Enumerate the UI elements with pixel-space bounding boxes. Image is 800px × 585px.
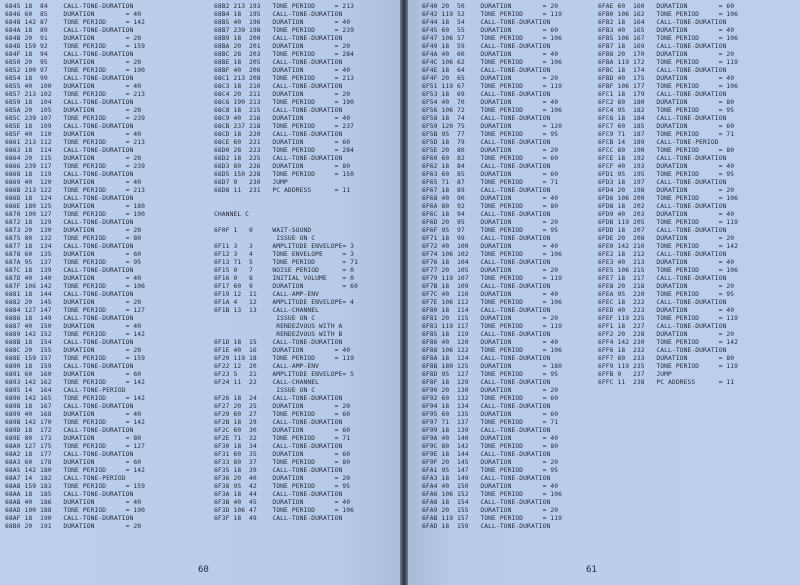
listing-line: 6FD4 20 198 DURATION = 20 <box>598 187 735 194</box>
listing-line: 6F12 3 4 TONE ENVELOPE = 3 <box>214 251 355 258</box>
listing-line: 6F2C 60 30 DURATION = 60 <box>214 427 351 434</box>
listing-line: 68CB 237 218 TONE PERIOD = 237 <box>214 123 355 130</box>
listing-line: 6F1E 40 16 DURATION = 40 <box>214 347 351 354</box>
listing-line: 6F62 18 84 CALL-TONE-DURATION <box>422 163 551 170</box>
listing-line: 68A2 18 177 CALL-TONE-DURATION <box>5 451 134 458</box>
listing-line: 6F71 18 99 CALL-TONE-DURATION <box>422 235 551 242</box>
listing-line: 6FEF 119 225 TONE PERIOD = 119 <box>598 315 739 322</box>
listing-line: 6FD9 40 203 DURATION = 40 <box>598 211 735 218</box>
listing-line: 6FAB 119 157 TONE PERIOD = 119 <box>422 515 563 522</box>
listing-line: 6877 18 134 CALL-TONE-DURATION <box>5 243 134 250</box>
listing-line: 6F1D 18 15 CALL-TONE-DURATION <box>214 339 343 346</box>
listing-line: RENDEZVOUS WITH A <box>214 323 343 330</box>
listing-line: 686B 213 122 TONE PERIOD = 213 <box>5 187 146 194</box>
listing-line: 6F11 3 3 AMPLITUDE ENVELOPE= 3 <box>214 243 355 250</box>
listing-line: 684B 20 91 DURATION = 20 <box>5 35 142 42</box>
listing-line: 6F13 71 5 TONE PERIOD = 71 <box>214 259 358 266</box>
listing-line: 6FB8 20 170 DURATION = 20 <box>598 51 735 58</box>
listing-line: 6F3B 40 45 DURATION = 40 <box>214 499 351 506</box>
listing-line: 6F47 106 57 TONE PERIOD = 106 <box>422 35 563 42</box>
listing-line: 6F90 20 130 DURATION = 20 <box>422 387 559 394</box>
listing-line: 6F45 60 55 DURATION = 60 <box>422 27 559 34</box>
listing-line: 68D8 11 231 PC ADDRESS = 11 <box>214 187 351 194</box>
listing-line: 68AA 18 185 CALL-TONE-DURATION <box>5 491 134 498</box>
listing-line: 6FCE 18 192 CALL-TONE-DURATION <box>598 155 727 162</box>
listing-line: 6FB5 106 167 TONE PERIOD = 106 <box>598 35 739 42</box>
listing-line: 6FAD 18 159 CALL-TONE-DURATION <box>422 523 551 530</box>
listing-line: 6F94 18 134 CALL-TONE-DURATION <box>422 403 551 410</box>
listing-line: 6F9A 40 140 DURATION = 40 <box>422 435 559 442</box>
listing-line: 688C 20 155 DURATION = 20 <box>5 347 142 354</box>
listing-line: 6F49 18 59 CALL-TONE-DURATION <box>422 43 551 50</box>
listing-line: 6855 40 100 DURATION = 40 <box>5 83 142 90</box>
listing-line: 6F88 106 122 TONE PERIOD = 106 <box>422 347 563 354</box>
listing-line: 6887 40 150 DURATION = 40 <box>5 323 142 330</box>
listing-line: 6F92 60 132 TONE PERIOD = 60 <box>422 395 559 402</box>
listing-line: 6F97 71 137 TONE PERIOD = 71 <box>422 419 559 426</box>
listing-line: 6F7B 18 109 CALL-TONE-DURATION <box>422 283 551 290</box>
listing-line: 6F7E 106 112 TONE PERIOD = 106 <box>422 299 563 306</box>
listing-line: 6F60 60 82 TONE PERIOD = 60 <box>422 155 559 162</box>
listing-line: 6F53 18 69 CALL-TONE-DURATION <box>422 91 551 98</box>
listing-line: 6F4F 20 65 DURATION = 20 <box>422 75 559 82</box>
listing-line: 6895 14 164 CALL-TONE-PERIOD <box>5 387 126 394</box>
listing-line: 6F30 18 34 CALL-TONE-DURATION <box>214 443 343 450</box>
listing-line: 68C8 18 215 CALL-TONE-DURATION <box>214 107 343 114</box>
listing-line: 6F2B 18 29 CALL-TONE-DURATION <box>214 419 343 426</box>
listing-line: 6F9E 18 144 CALL-TONE-DURATION <box>422 451 551 458</box>
listing-line: 6866 239 117 TONE PERIOD = 239 <box>5 163 146 170</box>
listing-line: 688E 159 157 TONE PERIOD = 159 <box>5 355 146 362</box>
listing-line: 6F76 18 104 CALL-TONE-DURATION <box>422 259 551 266</box>
listing-line: 6863 18 114 CALL-TONE-DURATION <box>5 147 134 154</box>
listing-line: 6FF7 80 233 DURATION = 80 <box>598 355 735 362</box>
book-gutter <box>400 0 408 585</box>
listing-line: 6F8B 180 125 DURATION = 180 <box>422 363 563 370</box>
listing-line: 6F3D 106 47 TONE PERIOD = 106 <box>214 507 355 514</box>
listing-line: 68C4 20 211 DURATION = 20 <box>214 91 351 98</box>
listing-line: 68B7 239 198 TONE PERIOD = 239 <box>214 27 355 34</box>
listing-line: 6878 60 135 DURATION = 60 <box>5 251 142 258</box>
listing-line: 68BE 18 205 CALL-TONE-DURATION <box>214 59 343 66</box>
listing-line: 68A5 142 180 TONE PERIOD = 142 <box>5 467 146 474</box>
listing-line: 6FE8 20 218 DURATION = 20 <box>598 283 735 290</box>
listing-line: 6896 142 165 TONE PERIOD = 142 <box>5 395 146 402</box>
listing-line: 68D3 80 226 DURATION = 80 <box>214 163 351 170</box>
listing-line: 6FB3 40 165 DURATION = 40 <box>598 27 735 34</box>
listing-line: RENDEZVOUS WITH B <box>214 331 343 338</box>
listing-line: 6F19 12 11 CALL-AMP-ENV <box>214 291 320 298</box>
listing-line: 688B 18 154 CALL-TONE-DURATION <box>5 339 134 346</box>
listing-line: 68C1 213 208 TONE PERIOD = 213 <box>214 75 355 82</box>
listing-line: 6F58 18 74 CALL-TONE-DURATION <box>422 115 551 122</box>
page-number: 60 <box>198 565 209 575</box>
listing-line: 6F16 0 8 INITIAL VOLUME = 0 <box>214 275 355 282</box>
listing-line: 687A 95 137 TONE PERIOD = 95 <box>5 259 142 266</box>
listing-line: 68B0 20 191 DURATION = 20 <box>5 523 142 530</box>
right-page <box>408 0 800 585</box>
listing-line: ISSUE ON C <box>214 235 316 242</box>
listing-line: 687F 106 142 TONE PERIOD = 106 <box>5 283 146 290</box>
listing-line: 6F35 18 39 CALL-TONE-DURATION <box>214 467 343 474</box>
listing-line: 689B 142 170 TONE PERIOD = 142 <box>5 419 146 426</box>
listing-line: 6FC7 60 185 DURATION = 60 <box>598 123 735 130</box>
listing-line: 6884 127 147 TONE PERIOD = 127 <box>5 307 146 314</box>
listing-line: 689E 80 173 DURATION = 80 <box>5 435 142 442</box>
listing-line: 6FEA 95 220 TONE PERIOD = 95 <box>598 291 735 298</box>
listing-line: 6852 190 97 TONE PERIOD = 190 <box>5 67 146 74</box>
listing-line: 6FE0 142 210 TONE PERIOD = 142 <box>598 243 739 250</box>
listing-line: 6F17 60 9 DURATION = 60 <box>214 283 358 290</box>
listing-line: 6FF4 142 230 TONE PERIOD = 142 <box>598 339 739 346</box>
listing-line: 6846 60 85 DURATION = 40 <box>5 11 142 18</box>
listing-line: 686E 180 125 DURATION = 180 <box>5 203 146 210</box>
listing-line: 6FDD 18 207 CALL-TONE-DURATION <box>598 227 727 234</box>
listing-line: 6FD1 95 195 TONE PERIOD = 95 <box>598 171 735 178</box>
listing-line: 6869 40 120 DURATION = 40 <box>5 179 142 186</box>
listing-line: 6FE3 40 213 DURATION = 40 <box>598 259 735 266</box>
listing-line: 6FBD 40 175 DURATION = 40 <box>598 75 735 82</box>
listing-line: 6FF2 20 228 DURATION = 20 <box>598 331 735 338</box>
listing-line: 6875 80 132 TONE PERIOD = 80 <box>5 235 142 242</box>
listing-line: 6F59 120 75 DURATION = 120 <box>422 123 563 130</box>
listing-line: 6F85 18 119 CALL-TONE-DURATION <box>422 331 551 338</box>
listing-line: 6F9F 20 145 DURATION = 20 <box>422 459 559 466</box>
listing-line: 6891 60 160 DURATION = 60 <box>5 371 142 378</box>
listing-line: 6FE2 18 212 CALL-TONE-DURATION <box>598 251 727 258</box>
listing-line: 6F74 106 102 TONE PERIOD = 106 <box>422 251 563 258</box>
listing-line: 6FD3 18 197 CALL-TONE-DURATION <box>598 179 727 186</box>
listing-line: 684D 159 92 TONE PERIOD = 159 <box>5 43 146 50</box>
listing-line: 6FBC 18 174 CALL-TONE-DURATION <box>598 67 727 74</box>
listing-line: 6F56 106 72 TONE PERIOD = 106 <box>422 107 563 114</box>
listing-line: 6F99 18 139 CALL-TONE-DURATION <box>422 427 551 434</box>
listing-line: 6F5E 20 80 DURATION = 20 <box>422 147 559 154</box>
listing-line: 6F4A 40 60 DURATION = 40 <box>422 51 559 58</box>
listing-line: 6F5D 18 79 CALL-TONE-DURATION <box>422 139 551 146</box>
listing-line: 68BC 28 203 TONE PERIOD = 284 <box>214 51 355 58</box>
listing-line: 684A 18 89 CALL-TONE-DURATION <box>5 27 134 34</box>
listing-line: 6F15 0 7 NOISE PERIOD = 0 <box>214 267 355 274</box>
listing-line: 6FAE 60 160 DURATION = 60 <box>598 3 735 10</box>
listing-line: 6854 18 99 CALL-TONE-DURATION <box>5 75 134 82</box>
listing-line: 68D7 9 230 JUMP <box>214 179 288 186</box>
listing-line: 6FFB 9 237 JUMP <box>598 371 672 378</box>
listing-line: 6859 18 104 CALL-TONE-DURATION <box>5 99 134 106</box>
listing-line: 6FDB 119 205 TONE PERIOD = 119 <box>598 219 739 226</box>
listing-line: 686D 18 124 CALL-TONE-DURATION <box>5 195 134 202</box>
listing-line: 6868 18 119 CALL-TONE-DURATION <box>5 171 134 178</box>
listing-line: 6F23 5 21 AMPLITUDE ENVELOPE= 5 <box>214 371 355 378</box>
listing-line: 6F42 119 52 TONE PERIOD = 119 <box>422 11 563 18</box>
listing-line: 6F9C 80 142 TONE PERIOD = 80 <box>422 443 559 450</box>
listing-line: 68C3 18 210 CALL-TONE-DURATION <box>214 83 343 90</box>
listing-line: 68B9 18 200 CALL-TONE-DURATION <box>214 35 343 42</box>
listing-line: 68CD 18 220 CALL-TONE-DURATION <box>214 131 343 138</box>
listing-line: 68A8 159 183 TONE PERIOD = 159 <box>5 483 146 490</box>
listing-line: 6FC6 18 184 CALL-TONE-DURATION <box>598 115 727 122</box>
listing-line: 6881 18 144 CALL-TONE-DURATION <box>5 291 134 298</box>
listing-line: 6F31 60 35 DURATION = 60 <box>214 451 351 458</box>
listing-line: 68BA 20 201 DURATION = 20 <box>214 43 351 50</box>
listing-line: 6F72 40 100 DURATION = 40 <box>422 243 559 250</box>
listing-line: 6F83 119 117 TONE PERIOD = 119 <box>422 323 563 330</box>
listing-line: 6FA4 40 150 DURATION = 40 <box>422 483 559 490</box>
listing-line: 6F8D 95 127 TONE PERIOD = 95 <box>422 371 559 378</box>
page-number: 61 <box>586 565 597 575</box>
listing-line: 685A 20 105 DURATION = 20 <box>5 107 142 114</box>
listing-line: 6F86 40 120 DURATION = 40 <box>422 339 559 346</box>
listing-line: 6FF9 119 235 TONE PERIOD = 119 <box>598 363 739 370</box>
listing-line: 6F38 95 42 TONE PERIOD = 95 <box>214 483 351 490</box>
listing-line: 68B2 213 193 TONE PERIOD = 213 <box>214 3 355 10</box>
listing-line: ISSUE ON C <box>214 315 316 322</box>
listing-line: 6F1A 4 12 AMPLITUDE ENVELOPE= 4 <box>214 299 355 306</box>
listing-line: 6FD6 106 200 TONE PERIOD = 106 <box>598 195 739 202</box>
listing-line: 6FC2 80 180 DURATION = 80 <box>598 99 735 106</box>
listing-line: 6898 18 167 CALL-TONE-DURATION <box>5 403 134 410</box>
listing-line: 6F8F 18 129 CALL-TONE-DURATION <box>422 379 551 386</box>
listing-line: 6848 142 87 TONE PERIOD = 142 <box>5 19 146 26</box>
listing-line: 6886 18 149 CALL-TONE-DURATION <box>5 315 134 322</box>
listing-line: 6899 40 168 DURATION = 40 <box>5 411 142 418</box>
listing-line: 6FE5 106 215 TONE PERIOD = 106 <box>598 267 739 274</box>
listing-line: 6FDE 20 208 DURATION = 20 <box>598 235 735 242</box>
listing-line: 6FA6 106 152 TONE PERIOD = 106 <box>422 491 563 498</box>
listing-line: 6FEC 18 222 CALL-TONE-DURATION <box>598 299 727 306</box>
listing-line: 6F67 18 89 CALL-TONE-DURATION <box>422 187 551 194</box>
listing-line: 68C6 190 213 TONE PERIOD = 190 <box>214 99 355 106</box>
listing-line: 68A7 14 182 CALL-TONE-PERIOD <box>5 475 126 482</box>
listing-line: 68D0 28 223 TONE PERIOD = 284 <box>214 147 355 154</box>
listing-line: 6FB7 18 169 CALL-TONE-DURATION <box>598 43 727 50</box>
listing-line: 68C9 40 216 DURATION = 40 <box>214 115 351 122</box>
listing-line: 6861 213 112 TONE PERIOD = 213 <box>5 139 146 146</box>
listing-line: 6F6C 18 94 CALL-TONE-DURATION <box>422 211 551 218</box>
listing-line: 68A3 60 178 DURATION = 60 <box>5 459 142 466</box>
listing-line: 6F1B 13 13 CALL-CHANNEL <box>214 307 320 314</box>
listing-line: 6F77 20 105 DURATION = 20 <box>422 267 559 274</box>
listing-line: 6F24 11 22 CALL-CHANNEL <box>214 379 320 386</box>
listing-line: 6F80 18 114 CALL-TONE-DURATION <box>422 307 551 314</box>
listing-line: 6FF6 18 232 CALL-TONE-DURATION <box>598 347 727 354</box>
listing-line: 6F51 119 67 TONE PERIOD = 119 <box>422 83 563 90</box>
listing-line: 6882 20 145 DURATION = 20 <box>5 299 142 306</box>
listing-line: 6893 142 162 TONE PERIOD = 142 <box>5 379 146 386</box>
listing-line: 6F54 40 70 DURATION = 40 <box>422 99 559 106</box>
listing-line: 6F79 119 107 TONE PERIOD = 119 <box>422 275 563 282</box>
listing-line: 6FBF 106 177 TONE PERIOD = 106 <box>598 83 739 90</box>
listing-line: 68A0 127 175 TONE PERIOD = 127 <box>5 443 146 450</box>
listing-line: 6F65 71 87 TONE PERIOD = 71 <box>422 179 559 186</box>
listing-line: CHANNEL C <box>214 211 250 218</box>
listing-line: 6FB0 106 162 TONE PERIOD = 106 <box>598 11 739 18</box>
listing-line: 6F3A 18 44 CALL-TONE-DURATION <box>214 491 343 498</box>
listing-line: ISSUE ON C <box>214 387 316 394</box>
listing-line: 68B5 40 196 DURATION = 40 <box>214 19 351 26</box>
listing-line: 6F81 20 115 DURATION = 20 <box>422 315 559 322</box>
listing-line: 68D2 18 225 CALL-TONE-DURATION <box>214 155 343 162</box>
listing-line: 6F7C 40 110 DURATION = 40 <box>422 291 559 298</box>
listing-line: 6889 142 152 TONE PERIOD = 142 <box>5 331 146 338</box>
listing-line: 6864 20 115 DURATION = 20 <box>5 155 142 162</box>
listing-line: 6FF1 18 227 CALL-TONE-DURATION <box>598 323 727 330</box>
listing-line: 6FE7 18 217 CALL-TONE-DURATION <box>598 275 727 282</box>
listing-line: 6F26 18 24 CALL-TONE-DURATION <box>214 395 343 402</box>
listing-line: 685C 239 107 TONE PERIOD = 239 <box>5 115 146 122</box>
listing-line: 6FFC 11 238 PC ADDRESS = 11 <box>598 379 735 386</box>
listing-line: 689D 18 172 CALL-TONE-DURATION <box>5 427 134 434</box>
listing-line: 68AF 18 190 CALL-TONE-DURATION <box>5 515 134 522</box>
listing-line: 6873 20 130 DURATION = 20 <box>5 227 142 234</box>
listing-line: 6F5B 95 77 TONE PERIOD = 95 <box>422 131 559 138</box>
listing-line: 6F6F 95 97 TONE PERIOD = 95 <box>422 227 559 234</box>
listing-line: 6FCB 14 189 CALL-TONE-PERIOD <box>598 139 719 146</box>
listing-line: 684F 18 94 CALL-TONE-DURATION <box>5 51 134 58</box>
listing-line: 6872 18 129 CALL-TONE-DURATION <box>5 219 134 226</box>
listing-line: 6F95 60 135 DURATION = 60 <box>422 411 559 418</box>
listing-line: 6FC9 71 187 TONE PERIOD = 71 <box>598 131 735 138</box>
listing-line: 68AB 40 186 DURATION = 40 <box>5 499 142 506</box>
listing-line: 6F4E 18 64 CALL-TONE-DURATION <box>422 67 551 74</box>
listing-line: 685E 18 109 CALL-TONE-DURATION <box>5 123 134 130</box>
listing-line: 687C 18 139 CALL-TONE-DURATION <box>5 267 134 274</box>
listing-line: 6870 190 127 TONE PERIOD = 190 <box>5 211 146 218</box>
listing-line: 68D5 150 228 TONE PERIOD = 150 <box>214 171 355 178</box>
listing-line: 685F 40 110 DURATION = 40 <box>5 131 142 138</box>
listing-line: 68AD 190 188 TONE PERIOD = 190 <box>5 507 146 514</box>
listing-line: 6FC1 18 179 CALL-TONE-DURATION <box>598 91 727 98</box>
listing-line: 6F6D 20 95 DURATION = 20 <box>422 219 559 226</box>
listing-line: 6FA3 18 149 CALL-TONE-DURATION <box>422 475 551 482</box>
listing-line: 68B4 18 195 CALL-TONE-DURATION <box>214 11 343 18</box>
listing-line: 6857 213 102 TONE PERIOD = 213 <box>5 91 146 98</box>
listing-line: 6FA1 95 147 TONE PERIOD = 95 <box>422 467 559 474</box>
listing-line: 6FB2 18 164 CALL-TONE-DURATION <box>598 19 727 26</box>
listing-line: 68CE 60 221 DURATION = 60 <box>214 139 351 146</box>
listing-line: 6850 20 95 DURATION = 20 <box>5 59 142 66</box>
listing-line: 6F4C 106 62 TONE PERIOD = 106 <box>422 59 563 66</box>
listing-line: 6F2E 71 32 TONE PERIOD = 71 <box>214 435 351 442</box>
listing-line: 6FC4 95 182 TONE PERIOD = 95 <box>598 107 735 114</box>
listing-line: 6890 18 159 CALL-TONE-DURATION <box>5 363 134 370</box>
listing-line: 6F20 119 18 TONE PERIOD = 119 <box>214 355 355 362</box>
listing-line: 68BF 40 206 DURATION = 40 <box>214 67 351 74</box>
listing-line: 6FED 40 223 DURATION = 40 <box>598 307 735 314</box>
listing-line: 6FCF 40 193 DURATION = 40 <box>598 163 735 170</box>
listing-line: 6F29 60 27 TONE PERIOD = 60 <box>214 411 351 418</box>
listing-line: 687D 40 140 DURATION = 40 <box>5 275 142 282</box>
listing-line: 6FD8 18 202 CALL-TONE-DURATION <box>598 203 727 210</box>
listing-line: 6845 18 84 CALL-TONE-DURATION <box>5 3 134 10</box>
listing-line: 6F40 20 50 DURATION = 20 <box>422 3 559 10</box>
listing-line: 6F22 12 20 CALL-AMP-ENV <box>214 363 320 370</box>
listing-line: 6FCC 80 190 TONE PERIOD = 80 <box>598 147 735 154</box>
listing-line: 6F3F 18 49 CALL-TONE-DURATION <box>214 515 343 522</box>
listing-line: 6F33 80 37 TONE PERIOD = 80 <box>214 459 351 466</box>
listing-line: 6F8A 18 124 CALL-TONE-DURATION <box>422 355 551 362</box>
listing-line: 6F44 18 54 CALL-TONE-DURATION <box>422 19 551 26</box>
listing-line: 6F0F 1 0 WAIT-SOUND <box>214 227 312 234</box>
listing-line: 6F36 20 40 DURATION = 20 <box>214 475 351 482</box>
listing-line: 6F6A 80 92 TONE PERIOD = 80 <box>422 203 559 210</box>
listing-line: 6FA8 18 154 CALL-TONE-DURATION <box>422 499 551 506</box>
listing-line: 6F27 20 25 DURATION = 20 <box>214 403 351 410</box>
listing-line: 6F68 40 90 DURATION = 40 <box>422 195 559 202</box>
listing-line: 6F63 60 85 DURATION = 60 <box>422 171 559 178</box>
listing-line: 6FBA 119 172 TONE PERIOD = 119 <box>598 59 739 66</box>
listing-line: 6FA9 20 155 DURATION = 20 <box>422 507 559 514</box>
